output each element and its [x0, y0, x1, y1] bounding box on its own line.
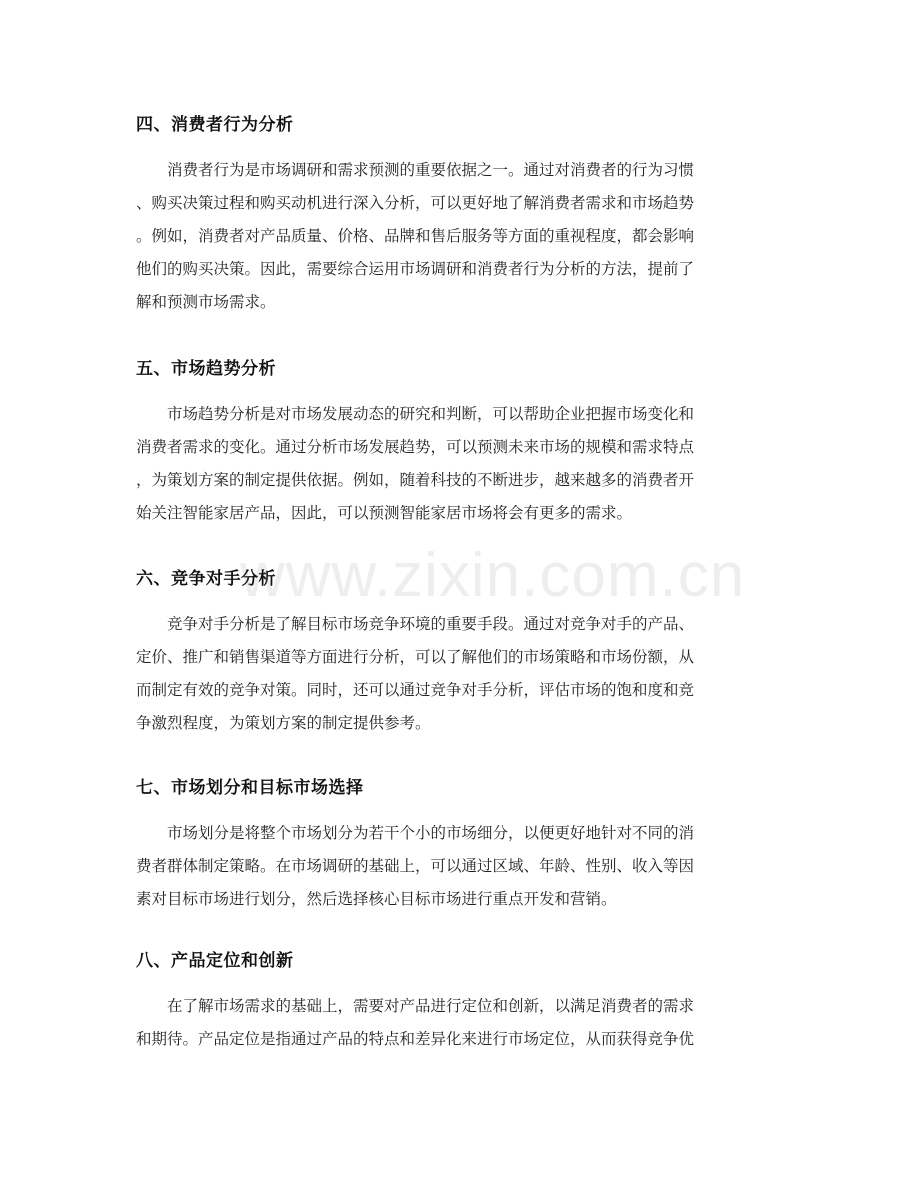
paragraph-line: 而制定有效的竞争对策。同时，还可以通过竞争对手分析，评估市场的饱和度和竞	[136, 681, 695, 699]
watermark-text: www.zixin.com.cn	[240, 541, 746, 610]
paragraph-line: 。例如，消费者对产品质量、价格、品牌和售后服务等方面的重视程度，都会影响	[136, 227, 695, 245]
paragraph-line: 他们的购买决策。因此，需要综合运用市场调研和消费者行为分析的方法，提前了	[136, 260, 695, 278]
section-heading-6: 六、竞争对手分析	[136, 569, 276, 589]
paragraph-line: 、购买决策过程和购买动机进行深入分析，可以更好地了解消费者需求和市场趋势	[136, 194, 695, 212]
section-paragraph-6	[136, 608, 786, 740]
paragraph-line: 定价、推广和销售渠道等方面进行分析，可以了解他们的市场策略和市场份额，从	[136, 648, 695, 666]
paragraph-line: 消费者行为是市场调研和需求预测的重要依据之一。通过对消费者的行为习惯	[136, 161, 695, 179]
paragraph-line: 和期待。产品定位是指通过产品的特点和差异化来进行市场定位，从而获得竞争优	[136, 1030, 695, 1048]
paragraph-line: ，为策划方案的制定提供依据。例如，随着科技的不断进步，越来越多的消费者开	[136, 471, 695, 489]
paragraph-line: 解和预测市场需求。	[136, 293, 276, 311]
paragraph-line: 市场划分是将整个市场划分为若干个小的市场细分，以便更好地针对不同的消	[136, 824, 695, 842]
section-heading-8: 八、产品定位和创新	[136, 951, 294, 971]
paragraph-line: 始关注智能家居产品，因此，可以预测智能家居市场将会有更多的需求。	[136, 504, 633, 522]
paragraph-line: 竞争对手分析是了解目标市场竞争环境的重要手段。通过对竞争对手的产品、	[136, 615, 695, 633]
paragraph-line: 消费者需求的变化。通过分析市场发展趋势，可以预测未来市场的规模和需求特点	[136, 438, 695, 456]
paragraph-line: 费者群体制定策略。在市场调研的基础上，可以通过区域、年龄、性别、收入等因	[136, 857, 695, 875]
paragraph-line: 素对目标市场进行划分，然后选择核心目标市场进行重点开发和营销。	[136, 890, 617, 908]
section-heading-5: 五、市场趋势分析	[136, 359, 276, 379]
paragraph-line: 在了解市场需求的基础上，需要对产品进行定位和创新，以满足消费者的需求	[136, 997, 695, 1015]
paragraph-line: 市场趋势分析是对市场发展动态的研究和判断，可以帮助企业把握市场变化和	[136, 405, 695, 423]
paragraph-line: 争激烈程度，为策划方案的制定提供参考。	[136, 714, 431, 732]
section-paragraph-7	[136, 817, 786, 916]
section-heading-7: 七、市场划分和目标市场选择	[136, 778, 364, 798]
section-paragraph-5	[136, 398, 786, 530]
section-paragraph-8	[136, 990, 786, 1056]
section-paragraph-4	[136, 154, 786, 319]
section-heading-4: 四、消费者行为分析	[136, 115, 294, 135]
